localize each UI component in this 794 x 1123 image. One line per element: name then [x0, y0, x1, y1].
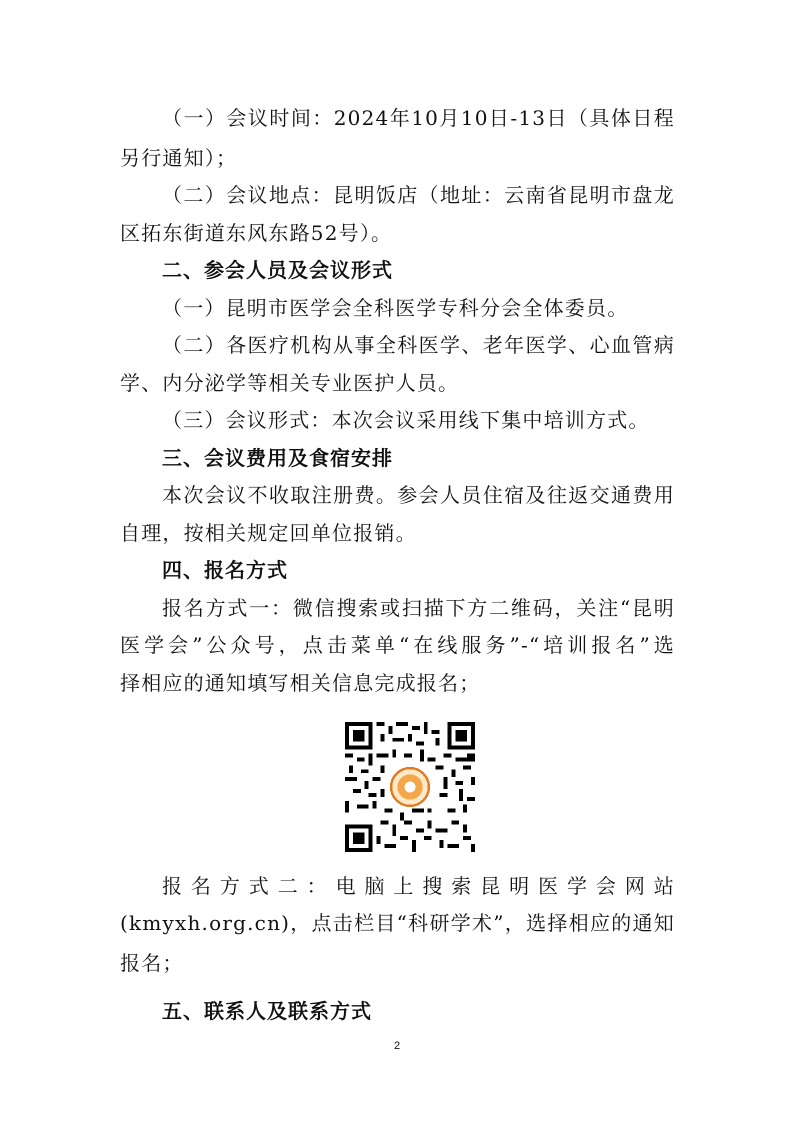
qr-code-icon[interactable]	[345, 722, 475, 852]
registration-method1-line1: 报名方式一：微信搜索或扫描下方二维码，关注“昆明	[162, 596, 675, 620]
registration-method2-line3: 报名；	[120, 951, 184, 975]
meeting-format-item: （三）会议形式：本次会议采用线下集中培训方式。	[162, 408, 650, 432]
fees-line2: 自理，按相关规定回单位报销。	[120, 521, 417, 545]
registration-method2-line1: 报名方式二：电脑上搜索昆明医学会网站	[162, 874, 675, 898]
section-heading-registration: 四、报名方式	[162, 558, 288, 582]
meeting-place-line2: 区拓东街道东风东路52号）。	[120, 221, 393, 245]
page-number: 2	[393, 1040, 401, 1052]
registration-method1-line2: 医学会”公众号，点击菜单“在线服务”-“培训报名”选	[120, 633, 675, 657]
meeting-time-line1: （一）会议时间：2024年10月10日-13日（具体日程	[162, 106, 675, 130]
meeting-time-line2: 另行通知）；	[120, 146, 238, 170]
section-heading-participants: 二、参会人员及会议形式	[162, 258, 393, 282]
participants-item2-line1: （二）各医疗机构从事全科医学、老年医学、心血管病	[162, 333, 675, 357]
section-heading-fees: 三、会议费用及食宿安排	[162, 446, 393, 470]
participants-item2-line2: 学、内分泌学等相关专业医护人员。	[120, 371, 460, 395]
registration-method2-line2: (kmyxh.org.cn)，点击栏目“科研学术”，选择相应的通知	[120, 911, 675, 935]
section-heading-contacts: 五、联系人及联系方式	[162, 999, 372, 1023]
fees-line1: 本次会议不收取注册费。参会人员住宿及往返交通费用	[162, 483, 675, 507]
meeting-place-line1: （二）会议地点：昆明饭店（地址：云南省昆明市盘龙	[162, 183, 675, 207]
participants-item1: （一）昆明市医学会全科医学专科分会全体委员。	[162, 296, 629, 320]
registration-method1-line3: 择相应的通知填写相关信息完成报名；	[120, 671, 481, 695]
